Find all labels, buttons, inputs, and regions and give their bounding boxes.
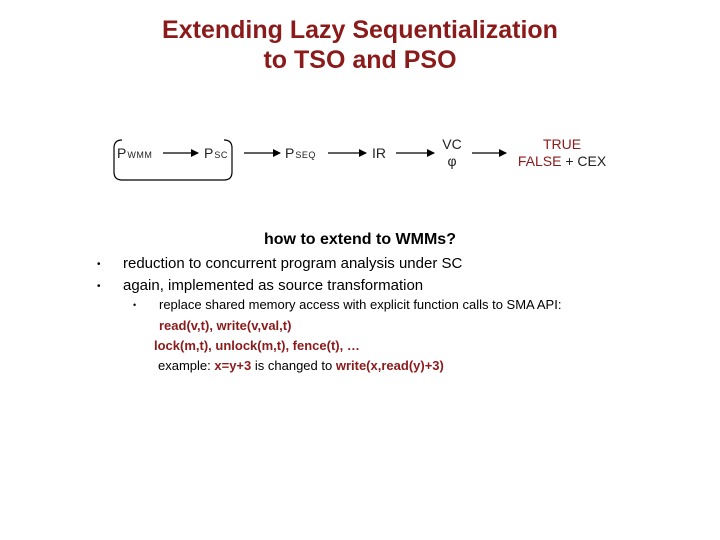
example-prefix: example: [158,358,211,373]
node-p-seq-subscript: SEQ [295,150,316,160]
sub-bullet-marker: • [133,300,137,310]
example-line [158,358,444,373]
question-heading: how to extend to WMMs? [264,231,456,248]
node-ir: IR [372,145,386,161]
bullet-marker: • [97,281,101,292]
node-p-seq-base: P [285,145,295,161]
node-p-wmm-subscript: WMM [127,150,153,160]
bullet-text: reduction to concurrent program analysis under SC [123,255,463,272]
example-transformed-code: write(x,read(y)+3) [335,358,444,373]
example-mid-text: is changed to [254,358,333,373]
result-true: TRUE [542,136,582,152]
sub-bullet-text: replace shared memory access with explicit function calls to SMA API: [159,297,562,312]
result-false: FALSE [517,153,562,169]
node-p-seq [285,145,316,161]
result-cex: + CEX [565,153,607,169]
node-p-sc-base: P [204,145,214,161]
node-p-sc-subscript: SC [214,150,228,160]
slide-title-line-1: Extending Lazy Sequentialization [162,16,558,44]
node-p-sc [204,145,228,161]
node-p-wmm [117,145,152,161]
api-functions-line-1: read(v,t), write(v,val,t) [159,318,292,333]
result-false-cex [510,153,614,169]
node-vc: VC [442,136,462,152]
example-original-code: x=y+3 [214,358,252,373]
bullet-marker: • [97,259,101,270]
node-phi: φ [447,153,457,169]
api-functions-line-2: lock(m,t), unlock(m,t), fence(t), … [154,338,360,353]
node-p-wmm-base: P [117,145,127,161]
slide-title-line-2: to TSO and PSO [263,46,457,74]
bullet-text: again, implemented as source transformation [123,277,424,294]
